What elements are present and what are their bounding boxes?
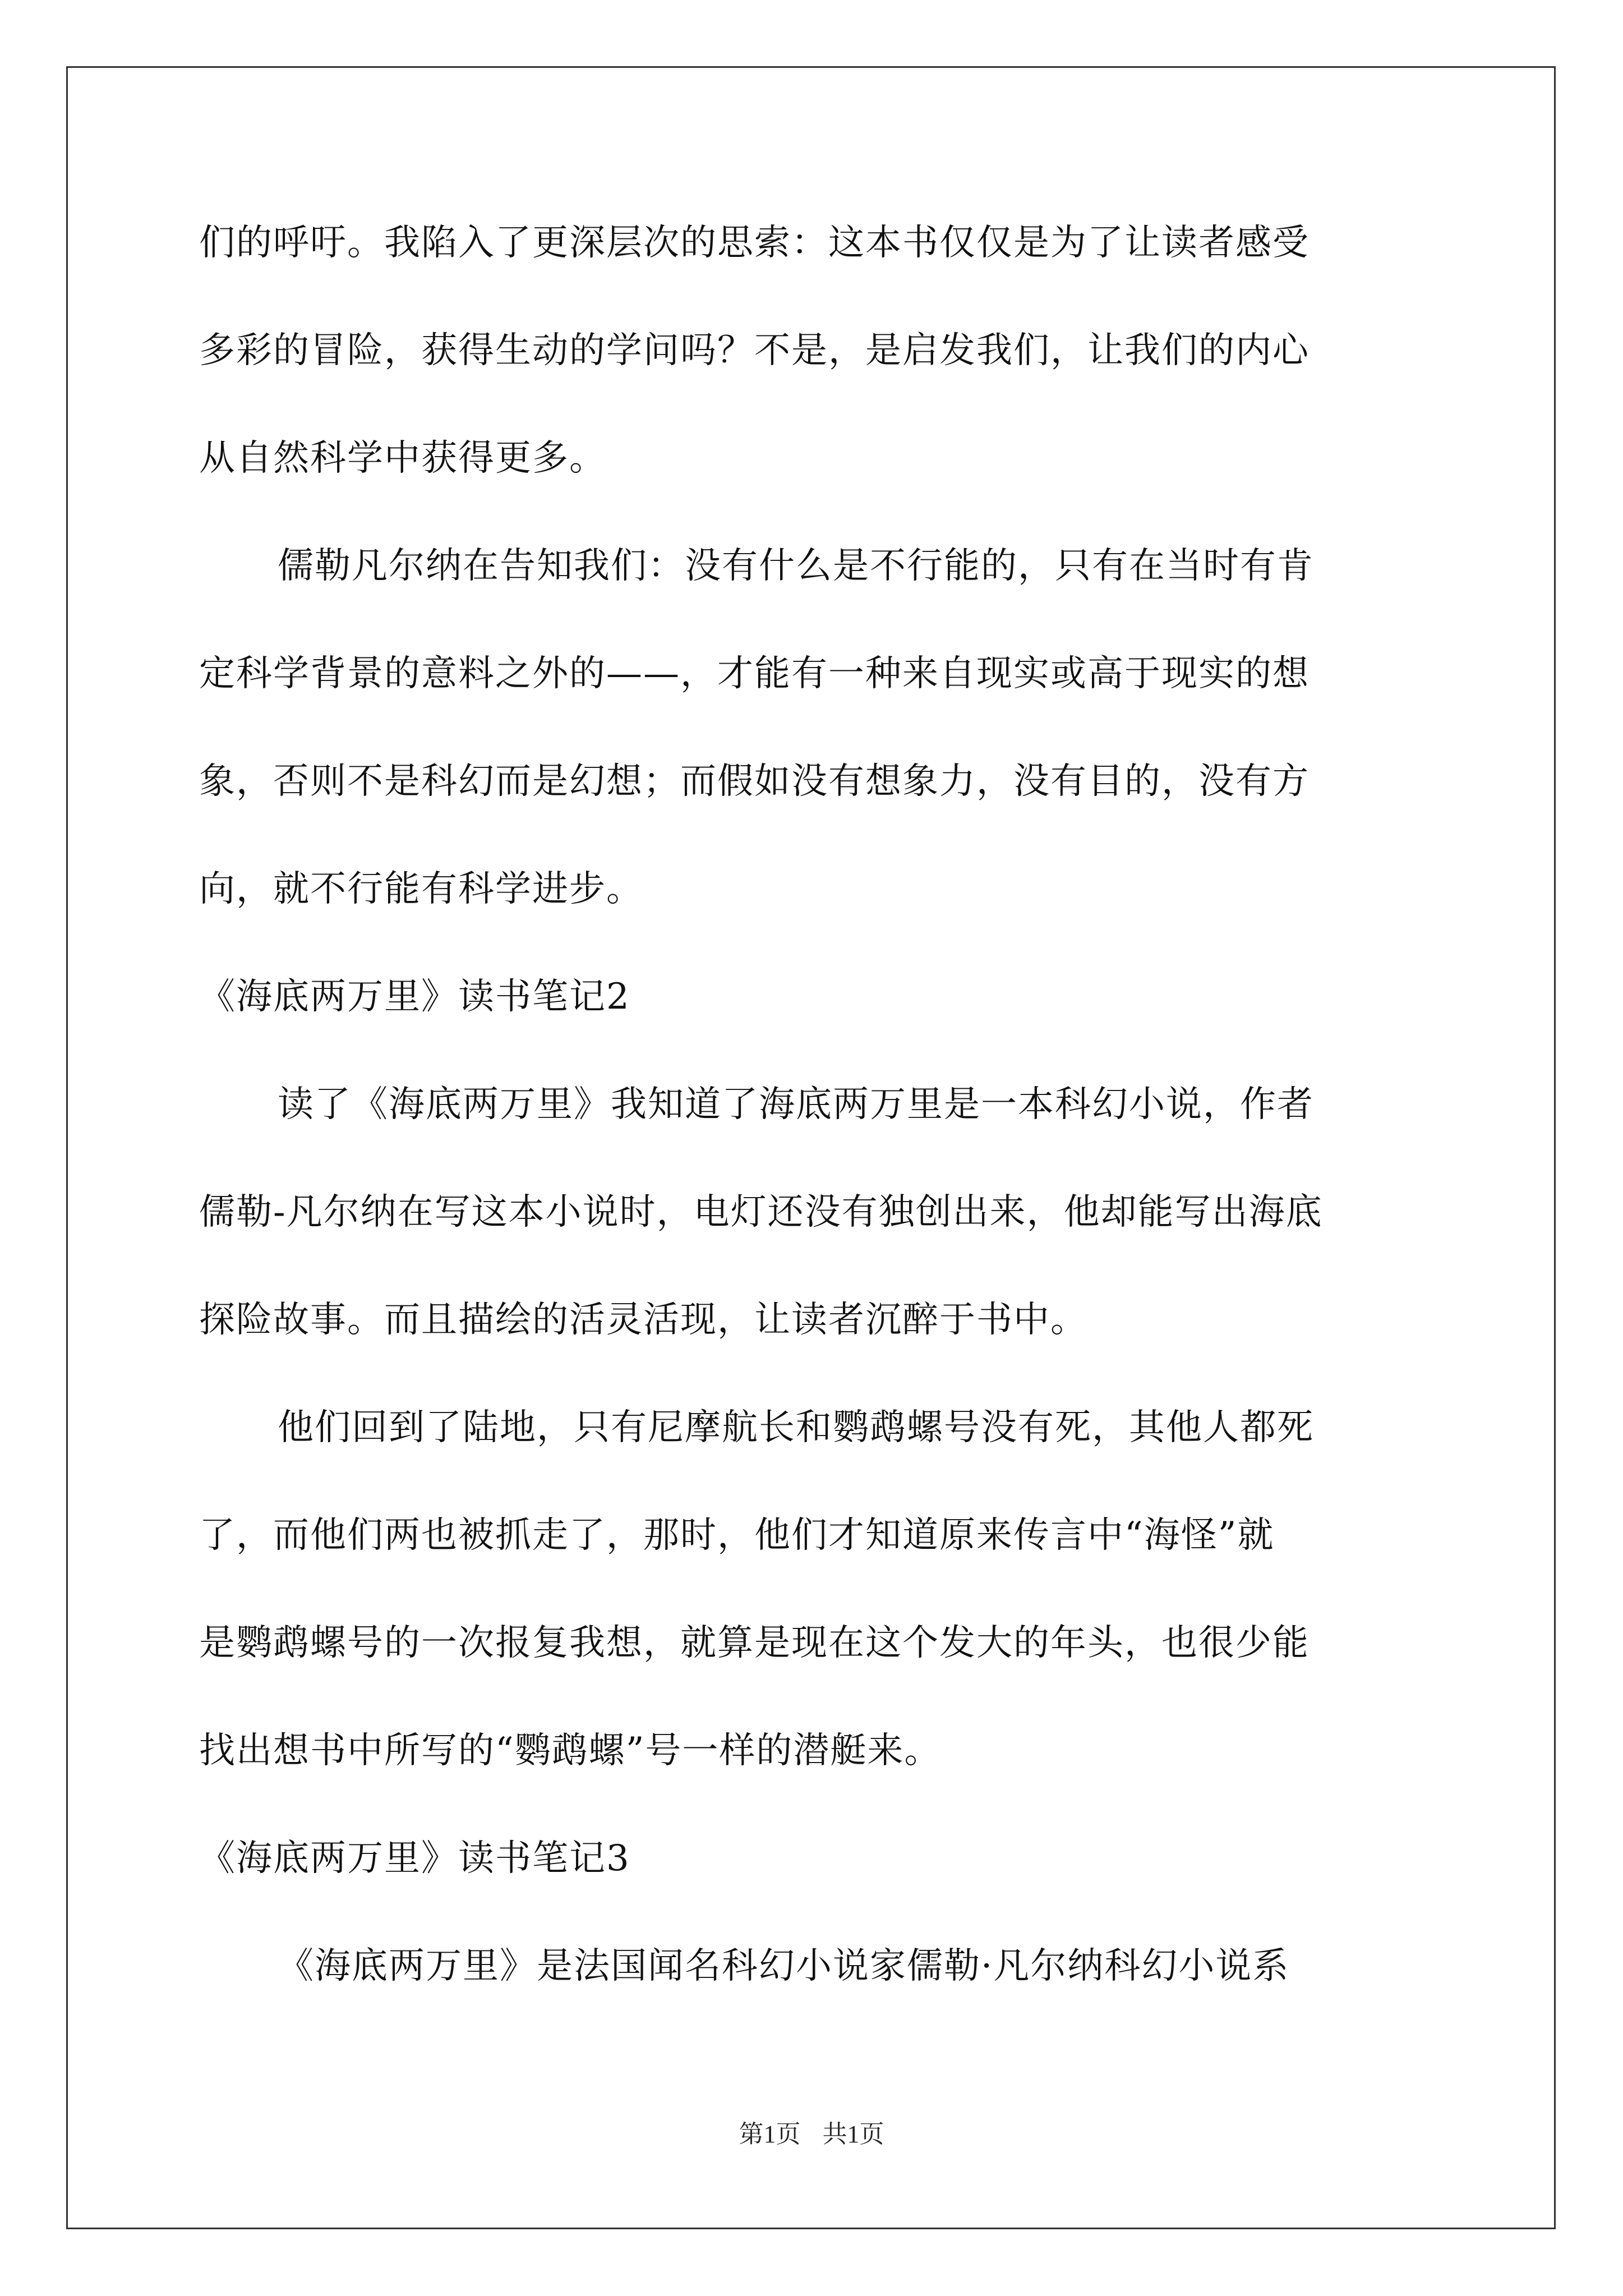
text-line: 儒勒凡尔纳在告知我们：没有什么是不行能的，只有在当时有肯 bbox=[278, 545, 1314, 587]
section-heading: 《海底两万里》读书笔记2 bbox=[199, 976, 630, 1018]
text-line: 多彩的冒险，获得生动的学问吗？不是，是启发我们，让我们的内心 bbox=[199, 330, 1310, 371]
text-line: 象，否则不是科幻而是幻想；而假如没有想象力，没有目的，没有方 bbox=[199, 761, 1310, 802]
page-total: 共1页 bbox=[822, 2120, 884, 2148]
text-line: 读了《海底两万里》我知道了海底两万里是一本科幻小说，作者 bbox=[278, 1084, 1314, 1125]
text-line: 们的呼吁。我陷入了更深层次的思索：这本书仅仅是为了让读者感受 bbox=[199, 222, 1310, 264]
document-body bbox=[199, 216, 1427, 2047]
text-line: 向，就不行能有科学进步。 bbox=[199, 868, 643, 910]
page-number: 第1页 bbox=[739, 2120, 801, 2148]
text-line: 探险故事。而且描绘的活灵活现，让读者沉醉于书中。 bbox=[199, 1299, 1087, 1341]
text-line: 从自然科学中获得更多。 bbox=[199, 438, 606, 479]
page-footer bbox=[0, 2118, 1623, 2151]
text-line: 儒勒-凡尔纳在写这本小说时，电灯还没有独创出来，他却能写出海底 bbox=[199, 1191, 1323, 1233]
text-line: 找出想书中所写的“鹦鹉螺”号一样的潜艇来。 bbox=[199, 1730, 942, 1772]
text-line: 《海底两万里》是法国闻名科幻小说家儒勒·凡尔纳科幻小说系 bbox=[278, 1945, 1290, 1987]
text-line: 了，而他们两也被抓走了，那时，他们才知道原来传言中“海怪”就 bbox=[199, 1515, 1275, 1556]
section-heading: 《海底两万里》读书笔记3 bbox=[199, 1838, 630, 1879]
text-line: 他们回到了陆地，只有尼摩航长和鹦鹉螺号没有死，其他人都死 bbox=[278, 1407, 1314, 1448]
text-line: 定科学背景的意料之外的——，才能有一种来自现实或高于现实的想 bbox=[199, 653, 1310, 694]
text-line: 是鹦鹉螺号的一次报复我想，就算是现在这个发大的年头，也很少能 bbox=[199, 1622, 1310, 1664]
